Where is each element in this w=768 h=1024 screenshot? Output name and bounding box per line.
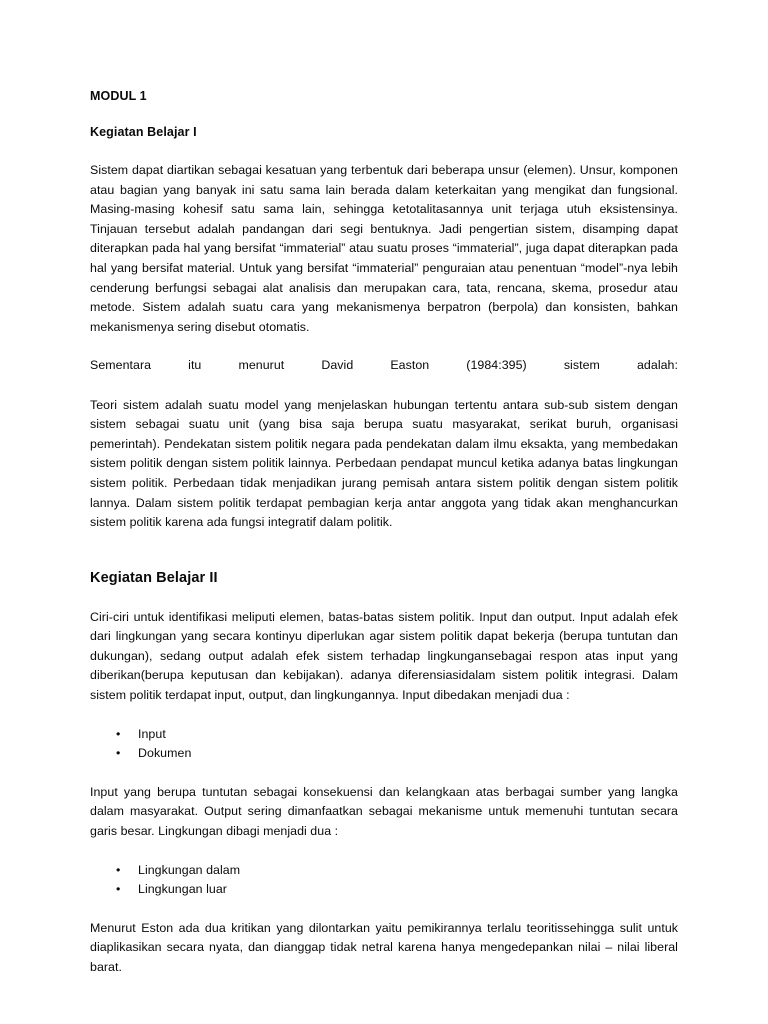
paragraph-kritikan-eston: Menurut Eston ada dua kritikan yang dilontarkan yaitu pemikirannya terlalu teoritissehingga sulit untuk diaplikasikan secara nyata, dan dianggap tidak netral karena hanya mengedepankan nilai – nilai liberal barat. (90, 920, 678, 974)
list-lingkungan (90, 861, 678, 900)
page-title: MODUL 1 (90, 89, 147, 103)
paragraph-sistem-definisi: Sistem dapat diartikan sebagai kesatuan yang terbentuk dari beberapa unsur (elemen). Unsur, komponen atau bagian yang banyak ini satu sama lain berada dalam keterkaitan yang mengikat dan fungsional. Masing-masing kohesif satu sama lain, sehingga ketotalitasannya unit terjaga utuh eksistensinya. Tinjauan tersebut adalah pandangan dari segi bentuknya. Jadi pengertian sistem, disamping dapat diterapkan pada hal yang bersifat “immaterial” atau suatu proses “immaterial”, juga dapat diterapkan pada hal yang bersifat material. Untuk yang bersifat “immaterial” penguraian atau penentuan “model”-nya lebih cenderung berfungsi sebagai alat analisis dan merupakan cara, tata, rencana, skema, prosedur atau metode. Sistem adalah suatu cara yang mekanismenya berpatron (berpola) dan konsisten, bahkan mekanismenya sering disebut otomatis. (90, 163, 678, 334)
list-input-dokumen (90, 725, 678, 764)
paragraph-david-easton (90, 356, 678, 532)
list-item-label: Lingkungan luar (138, 882, 227, 897)
heading-kegiatan-belajar-2: Kegiatan Belajar II (90, 569, 218, 586)
heading-kegiatan-belajar-1: Kegiatan Belajar I (90, 125, 197, 139)
list-item (90, 725, 678, 745)
paragraph-ciri-ciri: Ciri-ciri untuk identifikasi meliputi elemen, batas-batas sistem politik. Input dan output. Input adalah efek dari lingkungan yang secara kontinyu diperlukan agar sistem politik dapat bekerja (berupa tuntutan dan dukungan), sedang output adalah efek sistem terhadap lingkungansebagai respon atas input yang diberikan(berupa keputusan dan kebijakan). adanya diferensiasidalam sistem politik integrasi. Dalam sistem politik terdapat input, output, dan lingkungannya. Input dibedakan menjadi dua : (90, 609, 678, 703)
paragraph-input-tuntutan: Input yang berupa tuntutan sebagai konsekuensi dan kelangkaan atas berbagai sumber yang langka dalam masyarakat. Output sering dimanfaatkan sebagai mekanisme untuk memenuhi tuntutan secara garis besar. Lingkungan dibagi menjadi dua : (90, 784, 678, 839)
bullet-icon: • (116, 882, 121, 897)
list-item-label: Lingkungan dalam (138, 862, 241, 877)
list-item (90, 880, 678, 900)
bullet-icon: • (116, 746, 121, 761)
list-item (90, 744, 678, 764)
document-body (90, 88, 678, 978)
paragraph-david-easton-line1: Sementara itu menurut David Easton (1984:395) sistem adalah: (90, 358, 678, 373)
bullet-icon: • (116, 726, 121, 741)
list-item-label: Input (138, 726, 166, 741)
list-item (90, 861, 678, 881)
paragraph-david-easton-rest: Teori sistem adalah suatu model yang menjelaskan hubungan tertentu antara sub-sub sistem dengan sistem sebagai suatu unit (yang bisa saja berupa suatu masyarakat, serikat buruh, organisasi pemerintah). Pendekatan sistem politik negara pada pendekatan dalam ilmu eksakta, yang membedakan sistem politik dengan sistem politik lainnya. Perbedaan pendapat muncul ketika adanya batas lingkungan sistem politik. Perbedaan tidak menjadikan jurang pemisah antara sistem politik dengan sistem politik lannya. Dalam sistem politik terdapat pembagian kerja antar anggota yang tidak akan menghancurkan sistem politik karena ada fungsi integratif dalam politik. (90, 397, 678, 530)
list-item-label: Dokumen (138, 746, 192, 761)
bullet-icon: • (116, 862, 121, 877)
